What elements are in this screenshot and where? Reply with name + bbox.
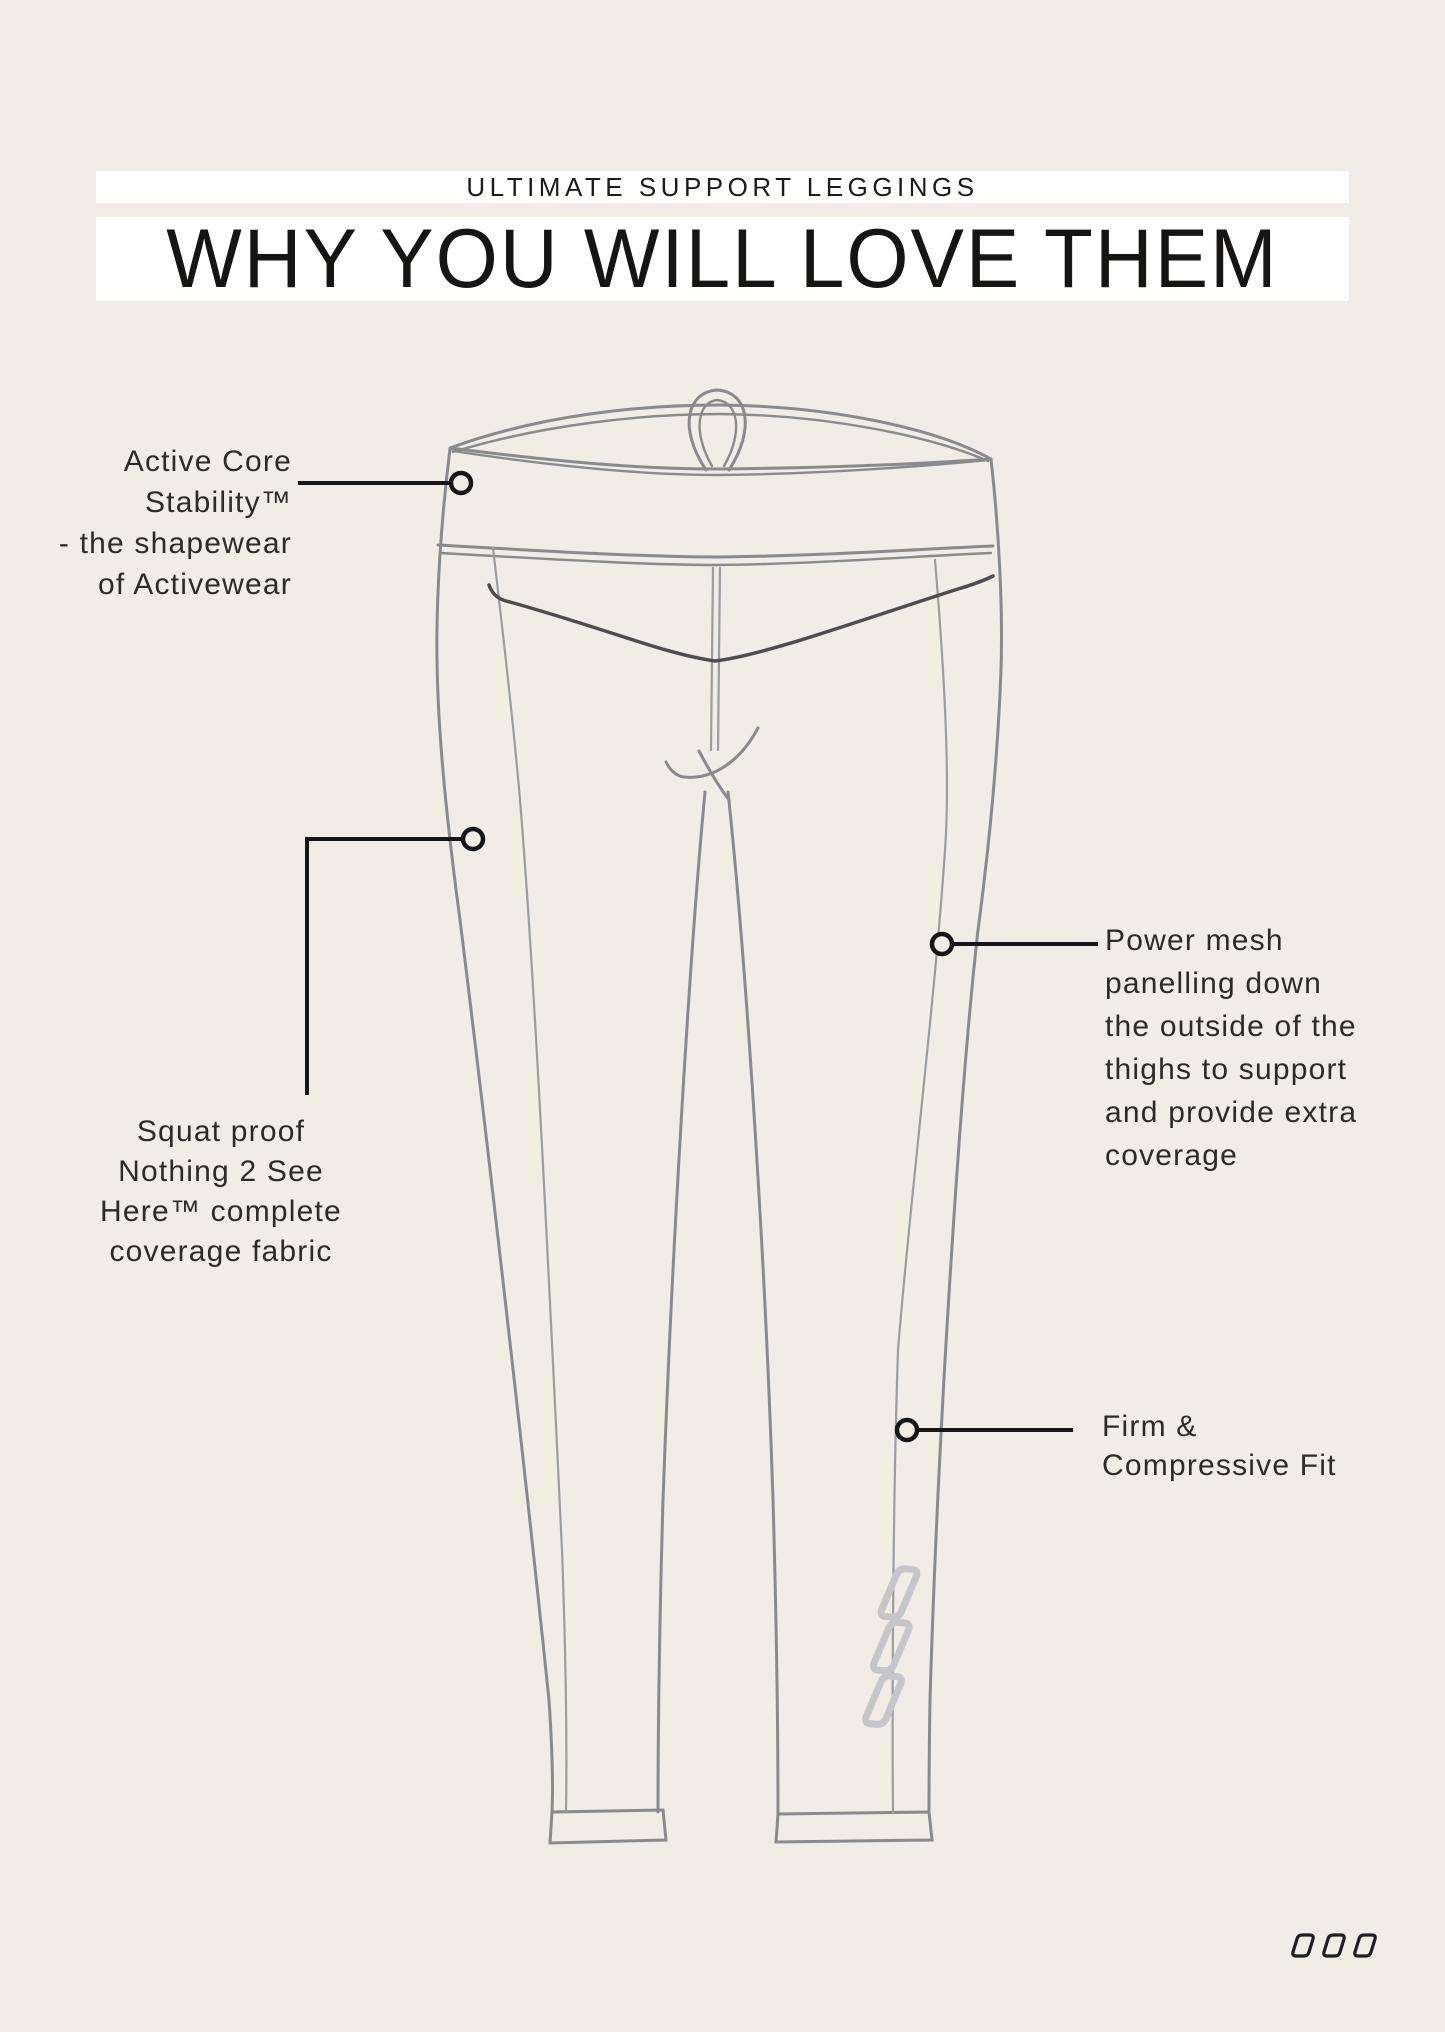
- callout-connectors: [298, 483, 1098, 1430]
- garment-logo-icon: [865, 1567, 917, 1726]
- page-title: WHY YOU WILL LOVE THEM: [166, 212, 1279, 305]
- brand-logo-icon: [1293, 1935, 1375, 1956]
- callout-firm-fit: [1102, 1407, 1432, 1485]
- marker-squat-proof: [463, 829, 483, 849]
- callout-line-text: Nothing 2 See: [118, 1155, 324, 1188]
- callout-line-text: Compressive Fit: [1102, 1449, 1337, 1482]
- callout-line-text: the outside of the: [1105, 1010, 1357, 1043]
- yoke-seam: [489, 576, 993, 661]
- callout-line-text: Stability™: [144, 486, 292, 519]
- callout-line-text: coverage fabric: [109, 1235, 333, 1268]
- marker-firm-fit: [897, 1420, 917, 1440]
- marker-power-mesh: [932, 934, 952, 954]
- marker-active-core: [451, 473, 471, 493]
- callout-power-mesh: [1105, 919, 1435, 1177]
- callout-line-text: Squat proof: [136, 1115, 306, 1148]
- callout-line-text: - the shapewear: [58, 527, 292, 560]
- product-name-text: ULTIMATE SUPPORT LEGGINGS: [466, 171, 979, 202]
- callout-line-squat-proof: [307, 839, 462, 1095]
- leggings-seams: [493, 548, 947, 1813]
- callout-active-core: [0, 441, 292, 605]
- callout-line-text: thighs to support: [1105, 1053, 1348, 1086]
- left-cuff: [550, 1810, 666, 1843]
- callout-line-text: Firm &: [1102, 1410, 1198, 1443]
- callout-squat-proof: [56, 1112, 386, 1272]
- callout-line-text: and provide extra: [1105, 1096, 1358, 1129]
- callout-line-text: coverage: [1105, 1139, 1239, 1172]
- callout-line-text: panelling down: [1105, 967, 1322, 1000]
- callout-line-text: Active Core: [123, 445, 292, 478]
- callout-line-text: of Activewear: [97, 568, 292, 601]
- callout-markers: [451, 473, 952, 1440]
- callout-line-text: Power mesh: [1105, 924, 1284, 957]
- right-cuff: [776, 1812, 932, 1842]
- callout-line-text: Here™ complete: [100, 1195, 342, 1228]
